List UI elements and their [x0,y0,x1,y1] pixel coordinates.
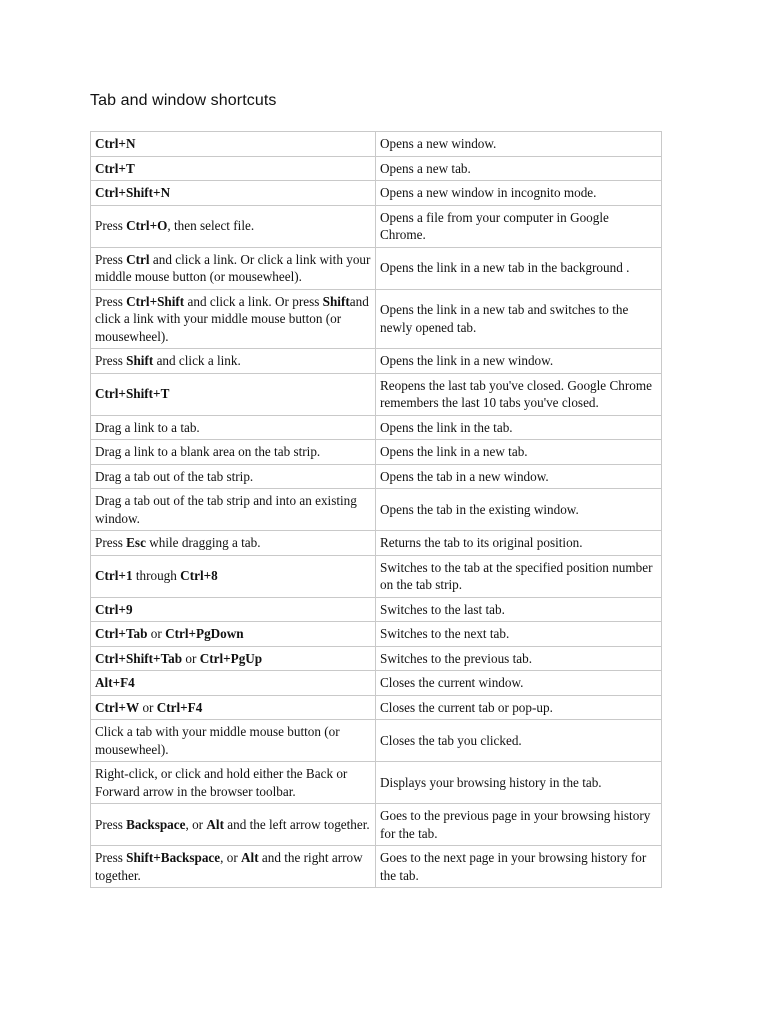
shortcut-row [91,846,662,888]
shortcut-key: Ctrl+O [126,218,168,234]
shortcut-keys-cell [91,489,376,531]
shortcut-key: Alt [241,850,259,865]
shortcut-row [91,247,662,289]
shortcut-keys-cell [91,205,376,247]
shortcut-row [91,440,662,465]
shortcut-text: and click a link. Or press [184,293,323,309]
shortcut-key: Ctrl+Shift+T [95,386,170,402]
page-title: Tab and window shortcuts [90,92,277,109]
shortcut-keys-cell [91,646,376,671]
shortcut-row [91,132,662,157]
shortcut-row [91,597,662,622]
shortcut-keys-cell [91,247,376,289]
shortcut-row [91,415,662,440]
shortcut-table [90,131,662,888]
shortcut-text: and click a link with your middle mouse button (or mousewheel). [95,293,369,344]
shortcut-key: Ctrl+W [95,699,140,715]
shortcut-row [91,156,662,181]
shortcut-text: or [182,650,200,666]
shortcut-text: , or [220,850,242,865]
shortcut-key: Ctrl+Shift+Tab [95,650,183,666]
shortcut-table-body [91,132,662,888]
shortcut-keys-cell [91,762,376,804]
shortcut-text: and click a link. [153,353,241,368]
shortcut-action-cell: Goes to the next page in your browsing history for the tab. [376,846,662,888]
shortcut-keys-cell [91,181,376,206]
shortcut-text: Press [95,293,127,309]
shortcut-key: Ctrl+N [95,136,136,151]
shortcut-text: or [147,626,166,641]
shortcut-text: Press [95,251,127,267]
shortcut-row [91,695,662,720]
shortcut-keys-cell [91,695,376,720]
shortcut-key: Ctrl+Shift [126,293,185,309]
shortcut-key: Backspace [126,816,186,832]
shortcut-keys-cell [91,597,376,622]
shortcut-key: Ctrl+8 [180,568,218,584]
shortcut-text: and the right arrow together. [95,850,363,883]
shortcut-keys-cell [91,415,376,440]
shortcut-row [91,489,662,531]
shortcut-action-cell: Switches to the tab at the specified position number on the tab strip. [376,555,662,597]
shortcut-action-cell: Switches to the next tab. [376,622,662,647]
shortcut-text: , or [185,816,207,832]
shortcut-action-cell: Opens a new tab. [376,156,662,181]
shortcut-keys-cell [91,720,376,762]
shortcut-row [91,762,662,804]
shortcut-key: Ctrl+1 [95,568,133,584]
shortcut-text: Press [95,535,127,550]
shortcut-row [91,181,662,206]
shortcut-keys-cell [91,464,376,489]
shortcut-text: Press [95,816,127,832]
shortcut-keys-cell [91,373,376,415]
shortcut-text: and the left arrow together. [223,816,370,832]
shortcut-keys-cell [91,622,376,647]
shortcut-action-cell: Switches to the last tab. [376,597,662,622]
shortcut-row [91,349,662,374]
shortcut-row [91,289,662,349]
shortcut-text: Press [95,353,127,368]
shortcut-key: Shift [126,353,154,368]
shortcut-row [91,531,662,556]
shortcut-action-cell: Closes the tab you clicked. [376,720,662,762]
shortcut-key: Shift+Backspace [126,850,221,865]
shortcut-keys-cell [91,156,376,181]
shortcut-keys-cell [91,440,376,465]
shortcut-keys-cell [91,531,376,556]
shortcut-keys-cell [91,804,376,846]
shortcut-key: Ctrl+Tab [95,626,148,641]
shortcut-key: Ctrl+T [95,160,135,176]
shortcut-key: Ctrl+PgUp [199,650,263,666]
shortcut-keys-cell [91,846,376,888]
shortcut-row [91,555,662,597]
shortcut-text: Click a tab with your middle mouse button (or mousewheel). [95,724,340,757]
shortcut-key: Esc [126,535,146,550]
shortcut-text: through [132,568,181,584]
shortcut-action-cell: Opens a file from your computer in Google Chrome. [376,205,662,247]
shortcut-action-cell: Reopens the last tab you've closed. Google Chrome remembers the last 10 tabs you've closed. [376,373,662,415]
shortcut-row [91,804,662,846]
shortcut-text: Drag a tab out of the tab strip. [95,468,254,484]
shortcut-key: Ctrl+9 [95,601,133,617]
shortcut-key: Alt+F4 [95,675,135,690]
shortcut-keys-cell [91,132,376,157]
shortcut-text: Drag a link to a blank area on the tab strip. [95,444,321,459]
shortcut-key: Shift [322,293,350,309]
shortcut-key: Ctrl+Shift+N [95,185,171,200]
shortcut-row [91,720,662,762]
shortcut-action-cell: Opens the link in a new tab in the background . [376,247,662,289]
shortcut-action-cell: Opens a new window in incognito mode. [376,181,662,206]
shortcut-text: Drag a tab out of the tab strip and into an existing window. [95,493,357,526]
shortcut-text: Press [95,850,127,865]
shortcut-row [91,205,662,247]
shortcut-action-cell: Opens the link in a new window. [376,349,662,374]
shortcut-key: Ctrl+F4 [156,699,203,715]
shortcut-key: Ctrl [126,251,150,267]
shortcut-text: Press [95,218,127,234]
shortcut-action-cell: Opens the link in the tab. [376,415,662,440]
shortcut-row [91,622,662,647]
shortcut-keys-cell [91,349,376,374]
shortcut-keys-cell [91,289,376,349]
shortcut-action-cell: Opens the link in a new tab and switches to the newly opened tab. [376,289,662,349]
shortcut-action-cell: Opens the tab in the existing window. [376,489,662,531]
shortcut-keys-cell [91,671,376,696]
shortcut-action-cell: Returns the tab to its original position. [376,531,662,556]
shortcut-action-cell: Goes to the previous page in your browsing history for the tab. [376,804,662,846]
shortcut-row [91,464,662,489]
shortcut-row [91,671,662,696]
shortcut-action-cell: Opens the link in a new tab. [376,440,662,465]
shortcut-action-cell: Displays your browsing history in the tab. [376,762,662,804]
shortcut-action-cell: Closes the current tab or pop-up. [376,695,662,720]
shortcut-keys-cell [91,555,376,597]
shortcut-row [91,373,662,415]
shortcut-text: while dragging a tab. [145,535,261,550]
shortcut-action-cell: Opens a new window. [376,132,662,157]
shortcut-text: Right-click, or click and hold either the Back or Forward arrow in the browser toolbar. [95,766,348,799]
shortcut-row [91,646,662,671]
shortcut-action-cell: Opens the tab in a new window. [376,464,662,489]
shortcut-text: and click a link. Or click a link with your middle mouse button (or mousewheel). [95,251,371,284]
shortcut-key: Alt [206,816,224,832]
shortcut-key: Ctrl+PgDown [165,626,244,641]
shortcut-text: , then select file. [167,218,255,234]
shortcut-action-cell: Closes the current window. [376,671,662,696]
shortcut-text: Drag a link to a tab. [95,419,200,435]
shortcut-text: or [139,699,157,715]
shortcut-action-cell: Switches to the previous tab. [376,646,662,671]
